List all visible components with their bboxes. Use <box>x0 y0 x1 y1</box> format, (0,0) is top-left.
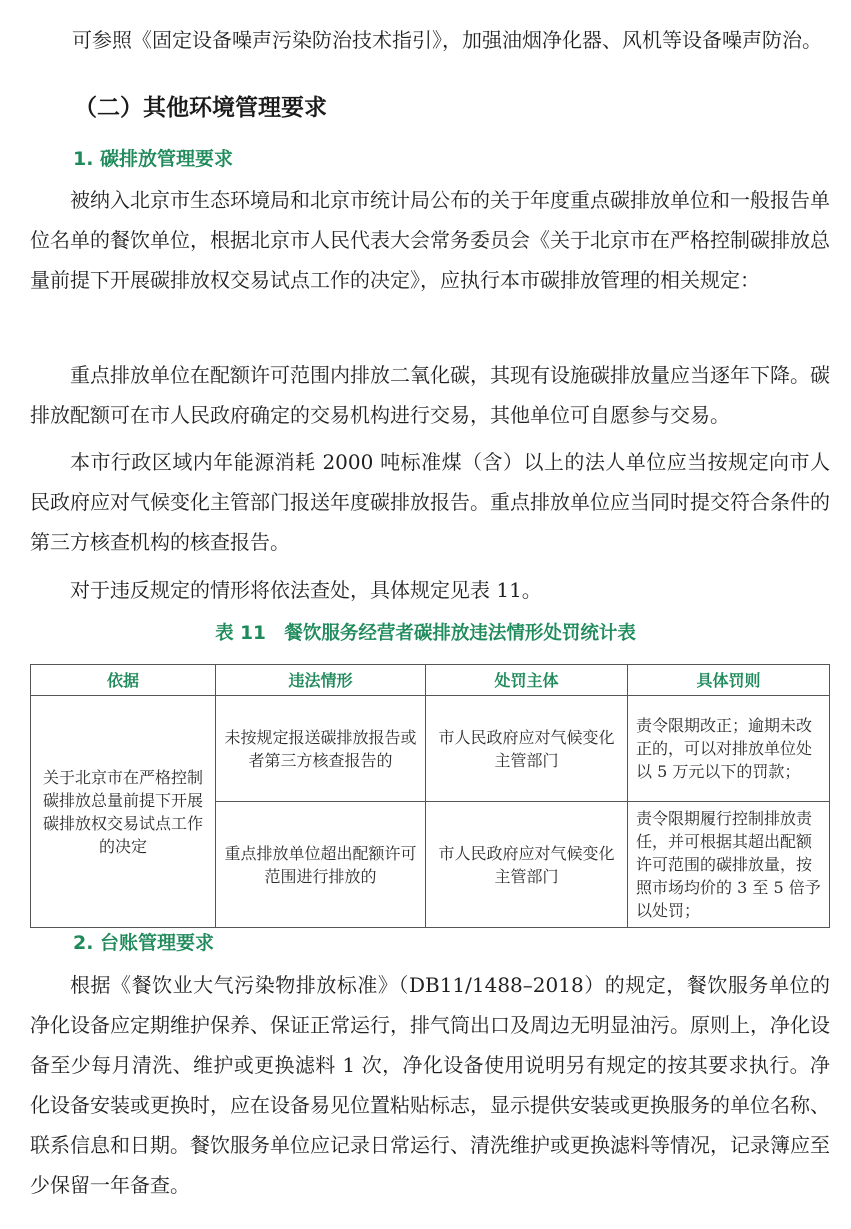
penalty-cell: 责令限期履行控制排放责任，并可根据其超出配额许可范围的碳排放量，按照市场均价的 3 至 5 倍予以处罚； <box>628 802 830 928</box>
header-basis: 依据 <box>31 665 216 696</box>
basis-cell: 关于北京市在严格控制碳排放总量前提下开展碳排放权交易试点工作的决定 <box>31 696 216 928</box>
subsection-1-heading: 1. 碳排放管理要求 <box>73 148 234 170</box>
carbon-paragraph-2: 重点排放单位在配额许可范围内排放二氧化碳，其现有设施碳排放量应当逐年下降。碳排放配额可在市人民政府确定的交易机构进行交易，其他单位可自愿参与交易。 <box>30 363 830 427</box>
table-caption: 表 11 餐饮服务经营者碳排放违法情形处罚统计表 <box>215 623 636 644</box>
violation-cell: 重点排放单位超出配额许可范围进行排放的 <box>216 802 426 928</box>
ledger-paragraph: 根据《餐饮业大气污染物排放标准》（DB11/1488–2018）的规定，餐饮服务单位的净化设备应定期维护保养、保证正常运行，排气筒出口及周边无明显油污。原则上，净化设备至少每月清洗、维护或更换滤料 1 次，净化设备使用说明另有规定的按其要求执行。净化设备安装或更换时，应在设备易见位置粘贴标志，显示提供安装或更换服务的单位名称、联系信息和日期。餐饮服务单位应记录日常运行、清洗维护或更换滤料等情况，记录簿应至少保留一年备查。 <box>30 973 830 1197</box>
carbon-paragraph-4: 对于违反规定的情形将依法查处，具体规定见表 11。 <box>70 578 542 602</box>
section-heading: （二）其他环境管理要求 <box>74 95 327 121</box>
table-row <box>31 696 830 802</box>
subsection-2-heading: 2. 台账管理要求 <box>73 932 215 954</box>
carbon-paragraph-3: 本市行政区域内年能源消耗 2000 吨标准煤（含）以上的法人单位应当按规定向市人民政府应对气候变化主管部门报送年度碳排放报告。重点排放单位应当同时提交符合条件的第三方核查机构的核查报告。 <box>30 450 830 554</box>
violation-cell: 未按规定报送碳排放报告或者第三方核查报告的 <box>216 696 426 802</box>
authority-cell: 市人民政府应对气候变化主管部门 <box>426 802 628 928</box>
authority-cell: 市人民政府应对气候变化主管部门 <box>426 696 628 802</box>
table-header-row <box>31 665 830 696</box>
penalty-table <box>30 664 830 928</box>
penalty-cell: 责令限期改正；逾期未改正的，可以对排放单位处以 5 万元以下的罚款； <box>628 696 830 802</box>
header-penalty: 具体罚则 <box>628 665 830 696</box>
header-authority: 处罚主体 <box>426 665 628 696</box>
header-violation: 违法情形 <box>216 665 426 696</box>
top-paragraph: 可参照《固定设备噪声污染防治技术指引》，加强油烟净化器、风机等设备噪声防治。 <box>72 28 822 52</box>
carbon-paragraph-1: 被纳入北京市生态环境局和北京市统计局公布的关于年度重点碳排放单位和一般报告单位名单的餐饮单位，根据北京市人民代表大会常务委员会《关于北京市在严格控制碳排放总量前提下开展碳排放权交易试点工作的决定》，应执行本市碳排放管理的相关规定： <box>30 188 830 292</box>
